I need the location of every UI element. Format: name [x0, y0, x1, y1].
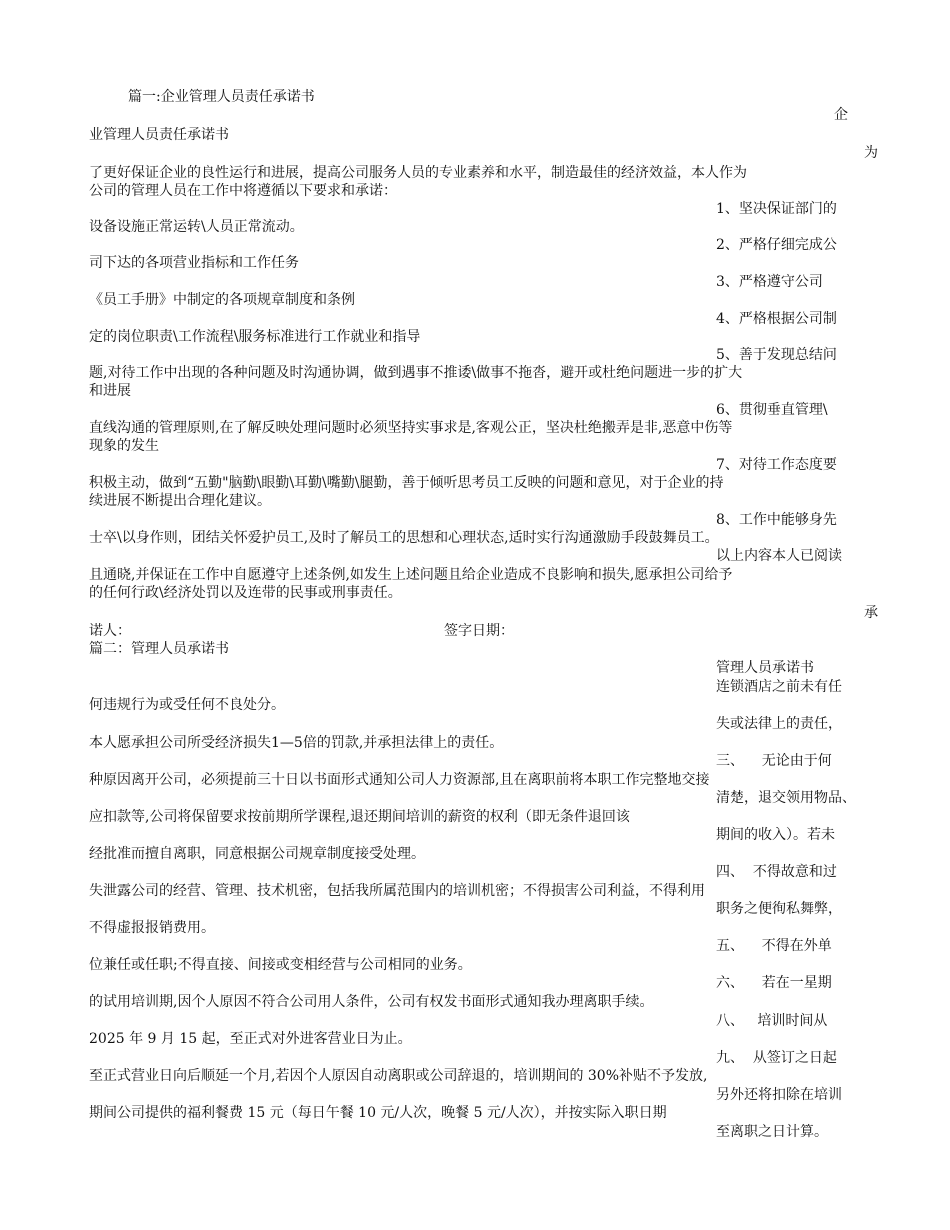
text-line: 清楚，退交领用物品、: [716, 790, 856, 806]
text-line: 承: [864, 605, 878, 621]
clause-number: 三、 无论由于何: [716, 753, 832, 769]
text-line: 的任何行政\经济处罚以及连带的民事或刑事责任。: [89, 585, 402, 601]
sign-date-label: 签字日期：: [444, 623, 514, 639]
text-line: 职务之便徇私舞弊，: [716, 901, 842, 917]
text-line: 期间公司提供的福利餐费 15 元（每日午餐 10 元/人次，晚餐 5 元/人次），并按实际入职日期: [89, 1105, 667, 1121]
clause-number: 九、 从签订之日起: [716, 1050, 837, 1066]
text-line: 设备设施正常运转\人员正常流动。: [89, 219, 304, 235]
text-line: 应扣款等,公司将保留要求按前期所学课程,退还期间培训的薪资的权利（即无条件退回该: [89, 809, 630, 825]
list-item-number: 7、对待工作态度要: [716, 457, 837, 473]
text-line: 企: [834, 107, 848, 123]
text-line: 何违规行为或受任何不良处分。: [89, 697, 285, 713]
text-line: 《员工手册》中制定的各项规章制度和条例: [89, 292, 355, 308]
list-item-number: 1、坚决保证部门的: [716, 201, 837, 217]
text-line: 了更好保证企业的良性运行和进展，提高公司服务人员的专业素养和水平，制造最佳的经济效益，本人作为: [89, 165, 747, 181]
text-line: 公司的管理人员在工作中将遵循以下要求和承诺：: [89, 183, 397, 199]
clause-number: 八、 培训时间从: [716, 1013, 828, 1029]
text-line: 以上内容本人已阅读: [716, 548, 842, 564]
text-line: 期间的收入）。若未: [716, 827, 835, 843]
section-one-title: 篇一:企业管理人员责任承诺书: [128, 89, 315, 105]
clause-number: 四、 不得故意和过: [716, 864, 837, 880]
document-heading: 管理人员承诺书: [716, 660, 814, 676]
text-line: 续进展不断提出合理化建议。: [89, 493, 271, 509]
text-line: 直线沟通的管理原则,在了解反映处理问题时必须坚持实事求是,客观公正，坚决杜绝搬弄是非,恶意中伤等: [89, 420, 733, 436]
signature-label: 诺人：: [89, 623, 131, 639]
text-line: 且通晓,并保证在工作中自愿遵守上述条例,如发生上述问题且给企业造成不良影响和损失,愿承担公司给予: [89, 567, 733, 583]
list-item-number: 3、严格遵守公司: [716, 274, 823, 290]
text-line: 和进展: [89, 383, 131, 399]
text-line: 本人愿承担公司所受经济损失1—5倍的罚款,并承担法律上的责任。: [89, 735, 504, 751]
text-line: 的试用培训期,因个人原因不符合公司用人条件，公司有权发书面形式通知我办理离职手续。: [89, 994, 654, 1010]
text-line: 至正式营业日向后顺延一个月,若因个人原因自动离职或公司辞退的，培训期间的 30%补贴不予发放,: [89, 1068, 708, 1084]
clause-number: 六、 若在一星期: [716, 975, 832, 991]
list-item-number: 5、善于发现总结问: [716, 347, 837, 363]
text-line: 种原因离开公司，必须提前三十日以书面形式通知公司人力资源部,且在离职前将本职工作完整地交接: [89, 772, 710, 788]
clause-number: 五、 不得在外单: [716, 938, 832, 954]
text-line: 题,对待工作中出现的各种问题及时沟通协调，做到遇事不推诿\做事不拖沓，避开或杜绝问题进一步的扩大: [89, 365, 743, 381]
text-line: 业管理人员责任承诺书: [89, 127, 229, 143]
list-item-number: 6、贯彻垂直管理\: [716, 402, 828, 418]
text-line: 位兼任或任职;不得直接、间接或变相经营与公司相同的业务。: [89, 957, 472, 973]
text-line: 另外还将扣除在培训: [716, 1087, 842, 1103]
list-item-number: 8、工作中能够身先: [716, 512, 837, 528]
text-line: 失泄露公司的经营、管理、技术机密，包括我所属范围内的培训机密；不得损害公司利益，不得利用: [89, 883, 705, 899]
text-line: 连锁酒店之前未有任: [716, 679, 842, 695]
text-line: 失或法律上的责任，: [716, 716, 842, 732]
section-two-title: 篇二：管理人员承诺书: [89, 641, 229, 657]
text-line: 积极主动，做到“五勤"脑勤\眼勤\耳勤\嘴勤\腿勤，善于倾听思考员工反映的问题和意见，对于企业的持: [89, 475, 724, 491]
text-line: 现象的发生: [89, 438, 159, 454]
text-line: 定的岗位职责\工作流程\服务标准进行工作就业和指导: [89, 329, 421, 345]
list-item-number: 2、严格仔细完成公: [716, 237, 837, 253]
text-line: 不得虚报报销费用。: [89, 920, 215, 936]
text-line: 为: [864, 145, 878, 161]
text-line: 经批准而擅自离职，同意根据公司规章制度接受处理。: [89, 846, 425, 862]
text-line: 士卒\以身作则，团结关怀爱护员工,及时了解员工的思想和心理状态,适时实行沟通激励手段鼓舞员工。: [89, 530, 719, 546]
text-line: 2025 年 9 月 15 起，至正式对外进客营业日为止。: [89, 1031, 412, 1047]
text-line: 司下达的各项营业指标和工作任务: [89, 255, 299, 271]
list-item-number: 4、严格根据公司制: [716, 311, 837, 327]
text-line: 至离职之日计算。: [716, 1124, 828, 1140]
